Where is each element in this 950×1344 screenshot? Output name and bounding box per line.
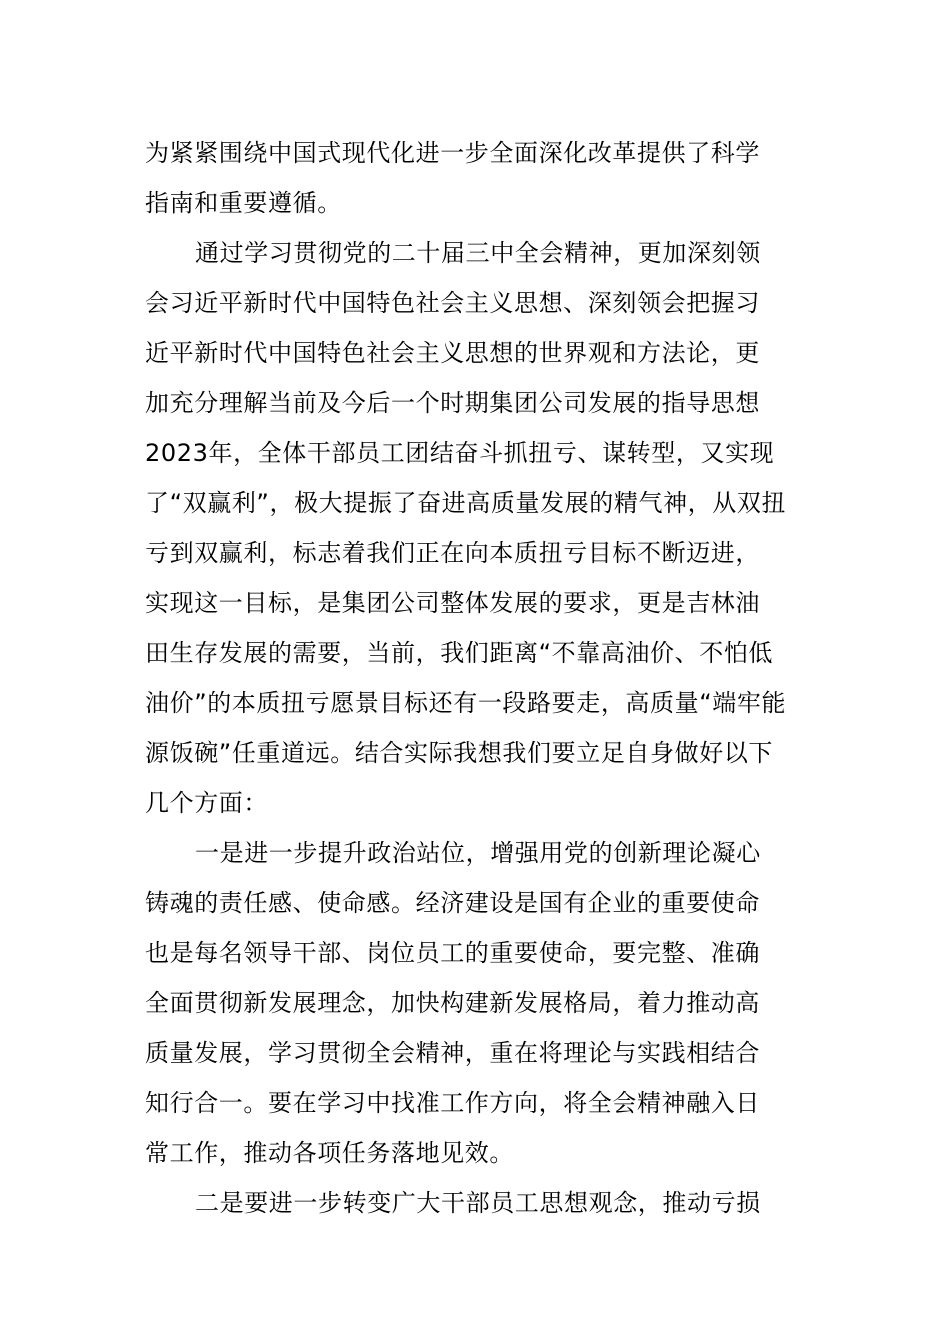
text-line: 知行合一。要在学习中找准工作方向，将全会精神融入日 — [145, 1089, 760, 1117]
text-line: 常工作，推动各项任务落地见效。 — [145, 1139, 514, 1167]
text-line: 实现这一目标，是集团公司整体发展的要求，更是吉林油 — [145, 589, 760, 617]
text-line: 源饭碗”任重道远。结合实际我想我们要立足自身做好以下 — [145, 739, 774, 767]
paragraph-start-line: 一是进一步提升政治站位，增强用党的创新理论凝心 — [195, 839, 761, 867]
document-body — [145, 128, 810, 1228]
text-line: 了“双赢利”，极大提振了奋进高质量发展的精气神，从双扭 — [145, 489, 787, 517]
text-line: 铸魂的责任感、使命感。经济建设是国有企业的重要使命 — [145, 889, 760, 917]
text-line: 油价”的本质扭亏愿景目标还有一段路要走，高质量“端牢能 — [145, 689, 787, 717]
text-line: 近平新时代中国特色社会主义思想的世界观和方法论，更 — [145, 339, 760, 367]
text-line: 几个方面： — [145, 789, 268, 817]
text-line: 质量发展，学习贯彻全会精神，重在将理论与实践相结合 — [145, 1039, 760, 1067]
text-line: 2023年，全体干部员工团结奋斗抓扭亏、谋转型，又实现 — [145, 439, 775, 467]
text-line: 全面贯彻新发展理念，加快构建新发展格局，着力推动高 — [145, 989, 760, 1017]
text-line: 指南和重要遵循。 — [145, 189, 342, 217]
text-line: 也是每名领导干部、岗位员工的重要使命，要完整、准确 — [145, 939, 760, 967]
text-line: 为紧紧围绕中国式现代化进一步全面深化改革提供了科学 — [145, 139, 760, 167]
text-line: 会习近平新时代中国特色社会主义思想、深刻领会把握习 — [145, 289, 760, 317]
text-line: 田生存发展的需要，当前，我们距离“不靠高油价、不怕低 — [145, 639, 774, 667]
paragraph-start-line: 通过学习贯彻党的二十届三中全会精神，更加深刻领 — [195, 239, 761, 267]
text-line: 亏到双赢利，标志着我们正在向本质扭亏目标不断迈进， — [145, 539, 760, 567]
paragraph-start-line: 二是要进一步转变广大干部员工思想观念，推动亏损 — [195, 1189, 761, 1217]
text-line: 加充分理解当前及今后一个时期集团公司发展的指导思想 — [145, 389, 760, 417]
